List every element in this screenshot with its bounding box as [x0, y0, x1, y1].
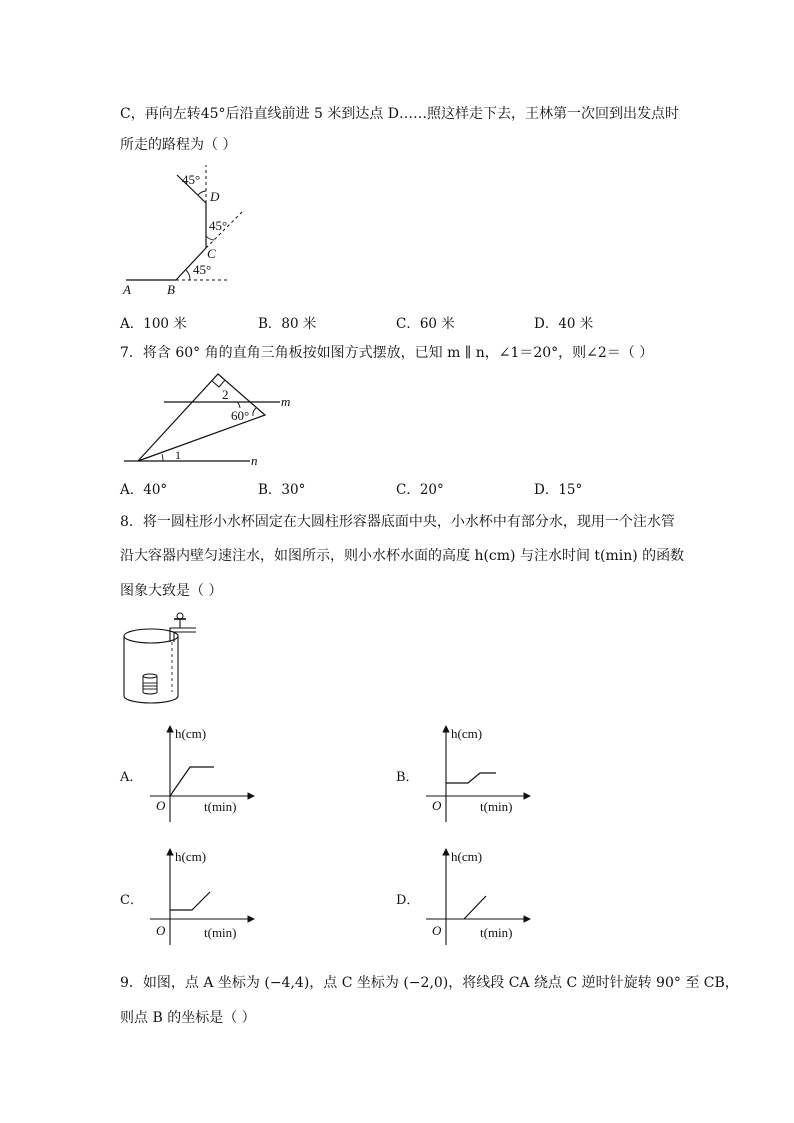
- q6-label-angle-bot: 45°: [193, 262, 212, 277]
- q8-graph-b-origin: O: [432, 798, 442, 813]
- q8-graph-b[interactable]: [422, 722, 534, 826]
- q6-option-a[interactable]: A．100 米: [120, 316, 187, 332]
- q8-graph-b-xlabel: t(min): [480, 799, 513, 814]
- q8-graph-a-origin: O: [156, 798, 166, 813]
- q7-text-line1: 7．将含 60° 角的直角三角板按如图方式摆放，已知 m ∥ n，∠1＝20°，则∠2＝（ ）: [120, 345, 654, 361]
- q8-graph-b-ylabel: h(cm): [451, 726, 483, 741]
- q8-option-c-letter[interactable]: C．: [120, 893, 143, 908]
- q8-graph-d[interactable]: [422, 845, 534, 949]
- q8-option-b-letter[interactable]: B．: [396, 770, 419, 785]
- q7-option-a[interactable]: A．40°: [120, 482, 168, 498]
- q6-label-A: A: [123, 282, 131, 297]
- q6-text-line2: 所走的路程为（ ）: [120, 137, 237, 153]
- q8-graph-d-origin: O: [432, 923, 442, 938]
- q7-label-n: n: [251, 453, 258, 468]
- q6-label-angle-top: 45°: [182, 172, 201, 187]
- q7-label-angle60: 60°: [231, 408, 250, 423]
- q6-label-C: C: [207, 246, 216, 261]
- q6-option-c[interactable]: C．60 米: [396, 316, 455, 332]
- q8-container-illustration: [118, 606, 200, 708]
- q8-graph-d-ylabel: h(cm): [451, 849, 483, 864]
- q8-graph-a[interactable]: [146, 722, 258, 826]
- q8-text-line2: 沿大容器内壁匀速注水，如图所示，则小水杯水面的高度 h(cm) 与注水时间 t(min) 的函数: [120, 548, 685, 564]
- q6-label-angle-mid: 45°: [209, 218, 228, 233]
- q8-text-line3: 图象大致是（ ）: [120, 583, 223, 599]
- q8-graph-d-xlabel: t(min): [480, 925, 513, 940]
- q7-option-c[interactable]: C．20°: [396, 482, 444, 498]
- q8-graph-a-ylabel: h(cm): [175, 726, 207, 741]
- q6-label-D: D: [210, 189, 220, 204]
- q7-label-m: m: [281, 394, 291, 409]
- q9-text-line1: 9．如图，点 A 坐标为 (−4,4)，点 C 坐标为 (−2,0)，将线段 CA 绕点 C 逆时针旋转 90° 至 CB，: [120, 975, 739, 991]
- q8-option-a-letter[interactable]: A．: [120, 770, 143, 785]
- q8-graph-c-origin: O: [156, 923, 166, 938]
- q9-text-line2: 则点 B 的坐标是（ ）: [120, 1010, 256, 1026]
- q8-text-line1: 8．将一圆柱形小水杯固定在大圆柱形容器底面中央，小水杯中有部分水，现用一个注水管: [120, 514, 675, 530]
- q8-graph-c[interactable]: [146, 845, 258, 949]
- q7-label-angle1: 1: [175, 448, 181, 462]
- q6-option-b[interactable]: B．80 米: [258, 316, 317, 332]
- q7-option-d[interactable]: D．15°: [534, 482, 583, 498]
- q8-graph-a-xlabel: t(min): [204, 799, 237, 814]
- q6-path-figure: [120, 160, 260, 300]
- q8-graph-c-xlabel: t(min): [204, 925, 237, 940]
- q7-triangle-figure: [120, 368, 291, 472]
- q8-graph-c-ylabel: h(cm): [175, 849, 207, 864]
- q6-text-line1: C，再向左转45°后沿直线前进 5 米到达点 D……照这样走下去，王林第一次回到出发点时: [120, 106, 680, 122]
- q8-option-d-letter[interactable]: D．: [396, 893, 420, 908]
- q6-option-d[interactable]: D．40 米: [534, 316, 594, 332]
- q7-label-angle2: 2: [222, 387, 229, 402]
- q6-label-B: B: [167, 282, 175, 297]
- q7-option-b[interactable]: B．30°: [258, 482, 306, 498]
